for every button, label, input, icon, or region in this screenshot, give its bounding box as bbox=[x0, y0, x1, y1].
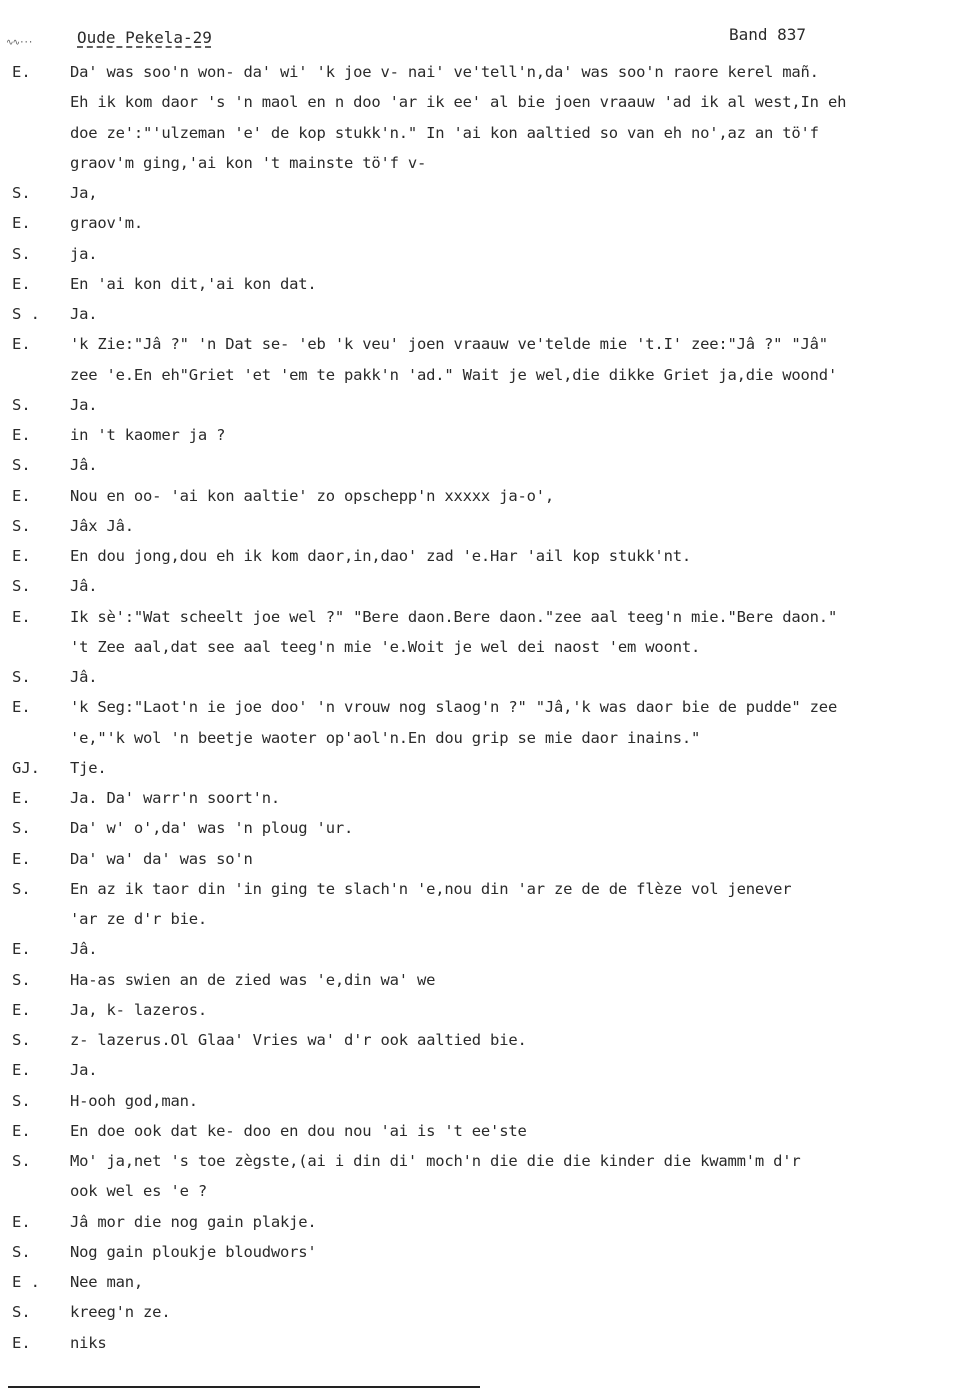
transcript-line bbox=[0, 178, 973, 208]
transcript-lines bbox=[0, 57, 973, 1358]
transcript-line bbox=[0, 1267, 973, 1297]
transcript-line bbox=[0, 874, 973, 904]
utterance-text: Ja, bbox=[70, 184, 98, 203]
speaker-label: S. bbox=[12, 879, 31, 898]
utterance-text: Eh ik kom daor 's 'n maol en n doo 'ar ik ee' al bie joen vraauw 'ad ik al west,In eh bbox=[70, 93, 847, 112]
speaker-label: E. bbox=[12, 426, 31, 445]
transcript-line bbox=[0, 1116, 973, 1146]
speaker-label: S. bbox=[12, 1031, 31, 1050]
transcript-line bbox=[0, 904, 973, 934]
utterance-text: Jâ mor die nog gain plakje. bbox=[70, 1212, 317, 1231]
utterance-text: graov'm. bbox=[70, 214, 144, 233]
utterance-text: Jâ. bbox=[70, 456, 98, 475]
speaker-label: S. bbox=[12, 819, 31, 838]
transcript-line bbox=[0, 299, 973, 329]
utterance-text: 'e,"'k wol 'n beetje waoter op'aol'n.En dou grip se mie daor inains." bbox=[70, 728, 701, 747]
speaker-label: S. bbox=[12, 577, 31, 596]
transcript-line bbox=[0, 239, 973, 269]
transcript-line bbox=[0, 1025, 973, 1055]
speaker-label: E. bbox=[12, 1121, 31, 1140]
utterance-text: Ja. Da' warr'n soort'n. bbox=[70, 789, 281, 808]
band-number: Band 837 bbox=[729, 25, 807, 44]
transcript-line bbox=[0, 1176, 973, 1206]
transcript-line bbox=[0, 965, 973, 995]
transcript-line bbox=[0, 329, 973, 359]
transcript-line bbox=[0, 450, 973, 480]
utterance-text: En dou jong,dou eh ik kom daor,in,dao' zad 'e.Har 'ail kop stukk'nt. bbox=[70, 547, 691, 566]
speaker-label: E . bbox=[12, 1273, 40, 1292]
utterance-text: Ja. bbox=[70, 1061, 98, 1080]
transcript-line bbox=[0, 208, 973, 238]
speaker-label: S. bbox=[12, 1091, 31, 1110]
transcript-line bbox=[0, 844, 973, 874]
transcript-line bbox=[0, 1237, 973, 1267]
utterance-text: 'k Zie:"Jâ ?" 'n Dat se- 'eb 'k veu' joen vraauw ve'telde mie 't.I' zee:"Jâ ?" "Jâ" bbox=[70, 335, 828, 354]
transcript-line bbox=[0, 390, 973, 420]
utterance-text: H-ooh god,man. bbox=[70, 1091, 198, 1110]
transcript-line bbox=[0, 783, 973, 813]
transcript-line bbox=[0, 57, 973, 87]
bottom-rule bbox=[8, 1386, 480, 1388]
utterance-text: Jâ. bbox=[70, 577, 98, 596]
transcript-line bbox=[0, 632, 973, 662]
utterance-text: Ja, k- lazeros. bbox=[70, 1000, 207, 1019]
utterance-text: En doe ook dat ke- doo en dou nou 'ai is 't ee'ste bbox=[70, 1121, 527, 1140]
utterance-text: zee 'e.En eh"Griet 'et 'em te pakk'n 'ad." Wait je wel,die dikke Griet ja,die woond' bbox=[70, 365, 838, 384]
speaker-label: E. bbox=[12, 1212, 31, 1231]
transcript-line bbox=[0, 511, 973, 541]
corner-mark: ∿∿··· bbox=[6, 38, 33, 48]
utterance-text: Da' wa' da' was so'n bbox=[70, 849, 253, 868]
transcript-line bbox=[0, 995, 973, 1025]
transcript-line bbox=[0, 1146, 973, 1176]
transcript-line bbox=[0, 360, 973, 390]
utterance-text: Ja. bbox=[70, 305, 98, 324]
transcript-line bbox=[0, 541, 973, 571]
utterance-text: Da' w' o',da' was 'n ploug 'ur. bbox=[70, 819, 354, 838]
transcript-line bbox=[0, 753, 973, 783]
speaker-label: E. bbox=[12, 274, 31, 293]
speaker-label: E. bbox=[12, 940, 31, 959]
speaker-label: GJ. bbox=[12, 758, 40, 777]
utterance-text: En az ik taor din 'in ging te slach'n 'e,nou din 'ar ze de de flèze vol jenever bbox=[70, 879, 792, 898]
transcript-line bbox=[0, 692, 973, 722]
utterance-text: En 'ai kon dit,'ai kon dat. bbox=[70, 274, 317, 293]
speaker-label: S. bbox=[12, 395, 31, 414]
speaker-label: E. bbox=[12, 63, 31, 82]
utterance-text: Jâ. bbox=[70, 668, 98, 687]
transcript-line bbox=[0, 662, 973, 692]
utterance-text: Ja. bbox=[70, 395, 98, 414]
utterance-text: kreeg'n ze. bbox=[70, 1303, 171, 1322]
utterance-text: Ha-as swien an de zied was 'e,din wa' we bbox=[70, 970, 436, 989]
transcript-line bbox=[0, 87, 973, 117]
transcript-line bbox=[0, 481, 973, 511]
utterance-text: Jâx Jâ. bbox=[70, 516, 134, 535]
speaker-label: S. bbox=[12, 1303, 31, 1322]
speaker-label: E. bbox=[12, 698, 31, 717]
utterance-text: graov'm ging,'ai kon 't mainste tö'f v- bbox=[70, 153, 427, 172]
transcript-line bbox=[0, 1207, 973, 1237]
utterance-text: Ik sè':"Wat scheelt joe wel ?" "Bere daon.Bere daon."zee aal teeg'n mie."Bere daon." bbox=[70, 607, 838, 626]
utterance-text: Nee man, bbox=[70, 1273, 144, 1292]
speaker-label: E. bbox=[12, 547, 31, 566]
transcript-line bbox=[0, 148, 973, 178]
speaker-label: E. bbox=[12, 335, 31, 354]
utterance-text: doe ze':"'ulzeman 'e' de kop stukk'n." In 'ai kon aaltied so van eh no',az an tö'f bbox=[70, 123, 819, 142]
transcript-line bbox=[0, 934, 973, 964]
speaker-label: E. bbox=[12, 214, 31, 233]
transcript-line bbox=[0, 723, 973, 753]
speaker-label: E. bbox=[12, 486, 31, 505]
utterance-text: Nou en oo- 'ai kon aaltie' zo opschepp'n xxxxx ja-o', bbox=[70, 486, 554, 505]
utterance-text: Jâ. bbox=[70, 940, 98, 959]
utterance-text: 'ar ze d'r bie. bbox=[70, 910, 207, 929]
speaker-label: S. bbox=[12, 970, 31, 989]
speaker-label: E. bbox=[12, 607, 31, 626]
transcript-line bbox=[0, 571, 973, 601]
utterance-text: Nog gain ploukje bloudwors' bbox=[70, 1242, 317, 1261]
speaker-label: S. bbox=[12, 1152, 31, 1171]
transcript-line bbox=[0, 1328, 973, 1358]
utterance-text: niks bbox=[70, 1333, 107, 1352]
utterance-text: in 't kaomer ja ? bbox=[70, 426, 226, 445]
transcript-line bbox=[0, 1055, 973, 1085]
speaker-label: S. bbox=[12, 456, 31, 475]
transcript-line bbox=[0, 1086, 973, 1116]
speaker-label: E. bbox=[12, 1000, 31, 1019]
speaker-label: S. bbox=[12, 244, 31, 263]
utterance-text: Mo' ja,net 's toe zègste,(ai i din di' moch'n die die die kinder die kwamm'm d'r bbox=[70, 1152, 801, 1171]
utterance-text: ook wel es 'e ? bbox=[70, 1182, 207, 1201]
transcript-line bbox=[0, 602, 973, 632]
speaker-label: S. bbox=[12, 516, 31, 535]
utterance-text: Da' was soo'n won- da' wi' 'k joe v- nai' ve'tell'n,da' was soo'n raore kerel mañ. bbox=[70, 63, 819, 82]
transcript-line bbox=[0, 1297, 973, 1327]
speaker-label: E. bbox=[12, 1061, 31, 1080]
speaker-label: S . bbox=[12, 305, 40, 324]
speaker-label: S. bbox=[12, 184, 31, 203]
utterance-text: Tje. bbox=[70, 758, 107, 777]
speaker-label: S. bbox=[12, 1242, 31, 1261]
speaker-label: E. bbox=[12, 1333, 31, 1352]
utterance-text: z- lazerus.Ol Glaa' Vries wa' d'r ook aaltied bie. bbox=[70, 1031, 527, 1050]
utterance-text: ja. bbox=[70, 244, 98, 263]
page-title: Oude Pekela-29 bbox=[77, 28, 212, 47]
transcript-line bbox=[0, 420, 973, 450]
speaker-label: E. bbox=[12, 849, 31, 868]
utterance-text: 't Zee aal,dat see aal teeg'n mie 'e.Woit je wel dei naost 'em woont. bbox=[70, 637, 701, 656]
speaker-label: S. bbox=[12, 668, 31, 687]
transcript-line bbox=[0, 118, 973, 148]
speaker-label: E. bbox=[12, 789, 31, 808]
utterance-text: 'k Seg:"Laot'n ie joe doo' 'n vrouw nog slaog'n ?" "Jâ,'k was daor bie de pudde" zee bbox=[70, 698, 838, 717]
transcript-line bbox=[0, 813, 973, 843]
transcript-line bbox=[0, 269, 973, 299]
